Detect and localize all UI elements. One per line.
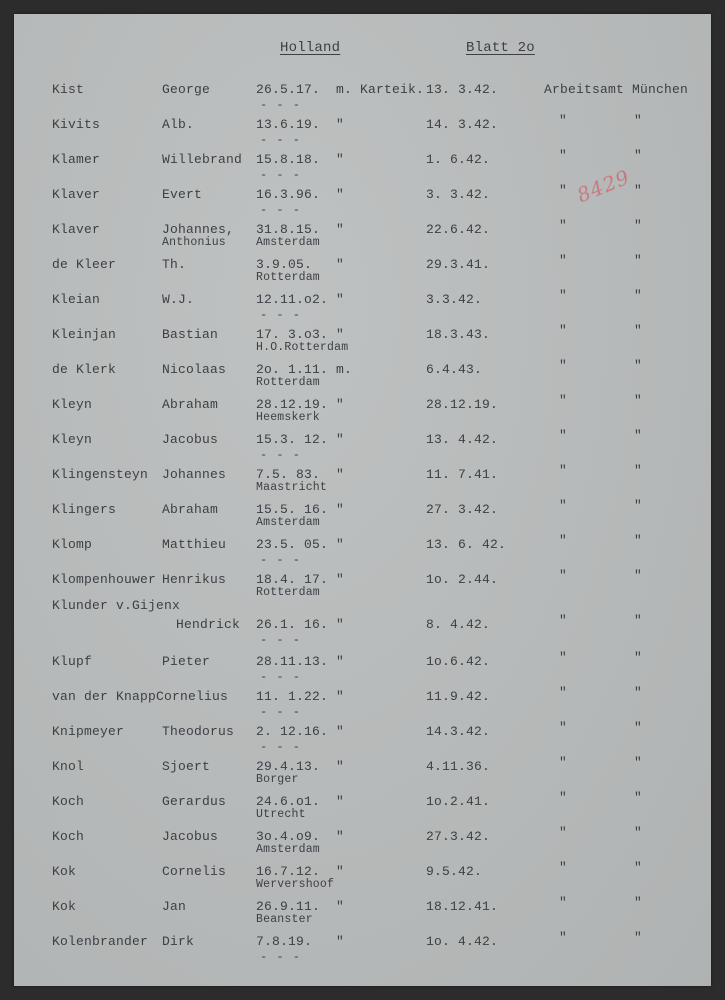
row-given-name: George: [162, 82, 211, 97]
row-marker: ": [336, 222, 345, 237]
row-given-name: Bastian: [162, 327, 219, 342]
row-surname: Koch: [52, 794, 85, 809]
row-surname: Kleinjan: [52, 327, 117, 342]
row-birth-date: 15.3. 12.: [256, 432, 329, 447]
row-ditto-mark: ": [559, 650, 568, 665]
row-birth-place: Wervershoof: [256, 878, 335, 891]
row-ditto-mark: ": [559, 148, 568, 163]
row-birth-place: Rotterdam: [256, 586, 320, 599]
row-dash-line: - - -: [260, 308, 302, 322]
row-surname: Klingers: [52, 502, 117, 517]
row-marker: ": [336, 899, 345, 914]
row-birth-date: 26.1. 16.: [256, 617, 329, 632]
row-birth-date: 26.9.11.: [256, 899, 321, 914]
row-given-name: Willebrand: [162, 152, 243, 167]
row-dash-line: - - -: [260, 633, 302, 647]
row-birth-date: 28.11.13.: [256, 654, 329, 669]
row-surname: Klunder v.Gijenx: [52, 598, 181, 613]
row-ditto-mark: ": [634, 825, 643, 840]
row-registration-date: 28.12.19.: [426, 397, 499, 412]
row-marker: ": [336, 467, 345, 482]
row-marker: ": [336, 829, 345, 844]
row-birth-date: 16.7.12.: [256, 864, 321, 879]
row-birth-place: Amsterdam: [256, 843, 320, 856]
row-registration-date: 13. 6. 42.: [426, 537, 507, 552]
row-registration-date: 18.12.41.: [426, 899, 499, 914]
row-birth-date: 28.12.19.: [256, 397, 329, 412]
row-given-name: Hendrick: [176, 617, 241, 632]
row-birth-place: Heemskerk: [256, 411, 320, 424]
row-marker: ": [336, 327, 345, 342]
row-marker: ": [336, 724, 345, 739]
row-given-name: Matthieu: [162, 537, 227, 552]
row-given-name: Johannes: [162, 467, 227, 482]
row-birth-date: 16.3.96.: [256, 187, 321, 202]
row-surname: Koch: [52, 829, 85, 844]
row-registration-date: 29.3.41.: [426, 257, 491, 272]
row-given-name: Abraham: [162, 502, 219, 517]
row-ditto-mark: ": [634, 498, 643, 513]
row-dash-line: - - -: [260, 98, 302, 112]
row-birth-place: H.O.Rotterdam: [256, 341, 349, 354]
row-dash-line: - - -: [260, 203, 302, 217]
row-ditto-mark: ": [634, 860, 643, 875]
row-ditto-mark: ": [559, 113, 568, 128]
row-given-name: Jacobus: [162, 829, 219, 844]
row-marker: ": [336, 257, 345, 272]
row-registration-date: 1o.6.42.: [426, 654, 491, 669]
row-marker: ": [336, 117, 345, 132]
row-birth-date: 31.8.15.: [256, 222, 321, 237]
row-dash-line: - - -: [260, 740, 302, 754]
row-ditto-mark: ": [634, 183, 643, 198]
row-registration-date: 9.5.42.: [426, 864, 483, 879]
row-ditto-mark: ": [559, 613, 568, 628]
row-birth-place: Beanster: [256, 913, 313, 926]
row-birth-place: Rotterdam: [256, 376, 320, 389]
row-dash-line: - - -: [260, 133, 302, 147]
row-marker: m.: [336, 362, 353, 377]
row-given-name: Theodorus: [162, 724, 235, 739]
header-country: Holland: [280, 40, 341, 56]
row-marker: ": [336, 292, 345, 307]
row-marker: ": [336, 432, 345, 447]
row-marker: ": [336, 689, 345, 704]
row-birth-date: 24.6.o1.: [256, 794, 321, 809]
row-surname: Kleyn: [52, 397, 93, 412]
row-marker: ": [336, 654, 345, 669]
row-ditto-mark: ": [634, 218, 643, 233]
row-surname: Klupf: [52, 654, 93, 669]
row-dash-line: - - -: [260, 705, 302, 719]
row-birth-date: 15.8.18.: [256, 152, 321, 167]
row-birth-date: 2. 12.16.: [256, 724, 329, 739]
row-birth-date: 12.11.o2.: [256, 292, 329, 307]
row-ditto-mark: ": [634, 253, 643, 268]
row-registration-date: 4.11.36.: [426, 759, 491, 774]
row-registration-date: 1o. 4.42.: [426, 934, 499, 949]
row-ditto-mark: ": [634, 533, 643, 548]
row-birth-date: 7.8.19.: [256, 934, 313, 949]
row-ditto-mark: ": [634, 288, 643, 303]
row-registration-date: 8. 4.42.: [426, 617, 491, 632]
row-registration-date: 27. 3.42.: [426, 502, 499, 517]
row-given-name: Johannes,: [162, 222, 235, 237]
row-surname: Kok: [52, 899, 77, 914]
row-ditto-mark: ": [559, 755, 568, 770]
row-ditto-mark: ": [634, 790, 643, 805]
row-ditto-mark: ": [559, 825, 568, 840]
row-ditto-mark: ": [634, 428, 643, 443]
row-ditto-mark: ": [634, 755, 643, 770]
row-marker: ": [336, 934, 345, 949]
row-office: Arbeitsamt München: [544, 82, 689, 97]
document-page: [14, 14, 711, 986]
row-birth-place: Amsterdam: [256, 236, 320, 249]
row-given-name: Cornelius: [156, 689, 229, 704]
row-ditto-mark: ": [559, 183, 568, 198]
row-given-name: Gerardus: [162, 794, 227, 809]
row-marker: ": [336, 187, 345, 202]
row-surname: Klaver: [52, 222, 101, 237]
row-given-name: Nicolaas: [162, 362, 227, 377]
row-given-name: Henrikus: [162, 572, 227, 587]
row-marker: ": [336, 502, 345, 517]
row-birth-date: 3o.4.o9.: [256, 829, 321, 844]
row-birth-place: Borger: [256, 773, 299, 786]
row-given-name: Evert: [162, 187, 203, 202]
row-surname: Kleian: [52, 292, 101, 307]
row-ditto-mark: ": [559, 463, 568, 478]
row-ditto-mark: ": [559, 930, 568, 945]
row-ditto-mark: ": [559, 428, 568, 443]
row-birth-date: 29.4.13.: [256, 759, 321, 774]
row-birth-place: Utrecht: [256, 808, 306, 821]
row-ditto-mark: ": [559, 720, 568, 735]
row-surname: Klaver: [52, 187, 101, 202]
row-surname: Klingensteyn: [52, 467, 149, 482]
row-marker: ": [336, 617, 345, 632]
row-registration-date: 13. 3.42.: [426, 82, 499, 97]
row-registration-date: 13. 4.42.: [426, 432, 499, 447]
row-ditto-mark: ": [634, 148, 643, 163]
row-birth-date: 7.5. 83.: [256, 467, 321, 482]
row-birth-date: 17. 3.o3.: [256, 327, 329, 342]
row-surname: van der Knapp: [52, 689, 157, 704]
row-ditto-mark: ": [559, 253, 568, 268]
row-ditto-mark: ": [634, 358, 643, 373]
row-given-name-second: Anthonius: [162, 236, 226, 249]
row-ditto-mark: ": [559, 323, 568, 338]
row-ditto-mark: ": [634, 613, 643, 628]
row-registration-date: 14.3.42.: [426, 724, 491, 739]
row-ditto-mark: ": [559, 790, 568, 805]
row-birth-date: 26.5.17.: [256, 82, 321, 97]
row-given-name: Sjoert: [162, 759, 211, 774]
row-surname: Kist: [52, 82, 85, 97]
row-ditto-mark: ": [634, 463, 643, 478]
row-registration-date: 1o. 2.44.: [426, 572, 499, 587]
row-ditto-mark: ": [559, 288, 568, 303]
row-registration-date: 1. 6.42.: [426, 152, 491, 167]
row-surname: Kok: [52, 864, 77, 879]
row-ditto-mark: ": [634, 393, 643, 408]
row-given-name: Cornelis: [162, 864, 227, 879]
row-birth-date: 15.5. 16.: [256, 502, 329, 517]
row-ditto-mark: ": [634, 930, 643, 945]
row-ditto-mark: ": [559, 218, 568, 233]
row-birth-place: Maastricht: [256, 481, 328, 494]
row-given-name: Alb.: [162, 117, 195, 132]
row-registration-date: 1o.2.41.: [426, 794, 491, 809]
row-registration-date: 3. 3.42.: [426, 187, 491, 202]
row-ditto-mark: ": [634, 568, 643, 583]
row-ditto-mark: ": [634, 113, 643, 128]
row-dash-line: - - -: [260, 448, 302, 462]
row-registration-date: 22.6.42.: [426, 222, 491, 237]
row-registration-date: 11.9.42.: [426, 689, 491, 704]
row-birth-date: 3.9.05.: [256, 257, 313, 272]
row-ditto-mark: ": [634, 650, 643, 665]
row-birth-date: 18.4. 17.: [256, 572, 329, 587]
row-registration-date: 14. 3.42.: [426, 117, 499, 132]
row-ditto-mark: ": [634, 685, 643, 700]
row-birth-date: 2o. 1.11.: [256, 362, 329, 377]
row-birth-place: Amsterdam: [256, 516, 320, 529]
row-registration-date: 11. 7.41.: [426, 467, 499, 482]
row-ditto-mark: ": [559, 895, 568, 910]
row-surname: de Klerk: [52, 362, 117, 377]
row-marker: ": [336, 152, 345, 167]
row-registration-date: 6.4.43.: [426, 362, 483, 377]
row-surname: Klompenhouwer: [52, 572, 157, 587]
row-given-name: Jan: [162, 899, 187, 914]
row-given-name: Abraham: [162, 397, 219, 412]
row-registration-date: 27.3.42.: [426, 829, 491, 844]
row-birth-date: 13.6.19.: [256, 117, 321, 132]
row-given-name: Pieter: [162, 654, 211, 669]
row-marker: ": [336, 537, 345, 552]
row-birth-date: 11. 1.22.: [256, 689, 329, 704]
row-surname: Kleyn: [52, 432, 93, 447]
row-marker: ": [336, 397, 345, 412]
row-surname: Kivits: [52, 117, 101, 132]
row-birth-place: Rotterdam: [256, 271, 320, 284]
row-ditto-mark: ": [559, 358, 568, 373]
row-surname: Knipmeyer: [52, 724, 125, 739]
row-ditto-mark: ": [559, 860, 568, 875]
row-dash-line: - - -: [260, 168, 302, 182]
row-surname: Knol: [52, 759, 85, 774]
row-ditto-mark: ": [559, 533, 568, 548]
row-ditto-mark: ": [634, 323, 643, 338]
handwritten-stamp-number: 8429: [573, 164, 634, 208]
row-marker: ": [336, 572, 345, 587]
row-registration-date: 3.3.42.: [426, 292, 483, 307]
row-marker: ": [336, 759, 345, 774]
row-dash-line: - - -: [260, 553, 302, 567]
row-given-name: Dirk: [162, 934, 195, 949]
row-ditto-mark: ": [559, 393, 568, 408]
row-ditto-mark: ": [634, 720, 643, 735]
row-given-name: Th.: [162, 257, 187, 272]
header-sheet-number: Blatt 2o: [466, 40, 535, 56]
row-surname: Klamer: [52, 152, 101, 167]
row-marker: m. Karteik.: [336, 82, 425, 97]
row-dash-line: - - -: [260, 670, 302, 684]
row-given-name: Jacobus: [162, 432, 219, 447]
row-marker: ": [336, 864, 345, 879]
row-ditto-mark: ": [634, 895, 643, 910]
row-given-name: W.J.: [162, 292, 195, 307]
row-marker: ": [336, 794, 345, 809]
row-birth-date: 23.5. 05.: [256, 537, 329, 552]
row-dash-line: - - -: [260, 950, 302, 964]
row-registration-date: 18.3.43.: [426, 327, 491, 342]
row-surname: de Kleer: [52, 257, 117, 272]
row-ditto-mark: ": [559, 568, 568, 583]
row-ditto-mark: ": [559, 498, 568, 513]
row-surname: Klomp: [52, 537, 93, 552]
row-ditto-mark: ": [559, 685, 568, 700]
row-surname: Kolenbrander: [52, 934, 149, 949]
